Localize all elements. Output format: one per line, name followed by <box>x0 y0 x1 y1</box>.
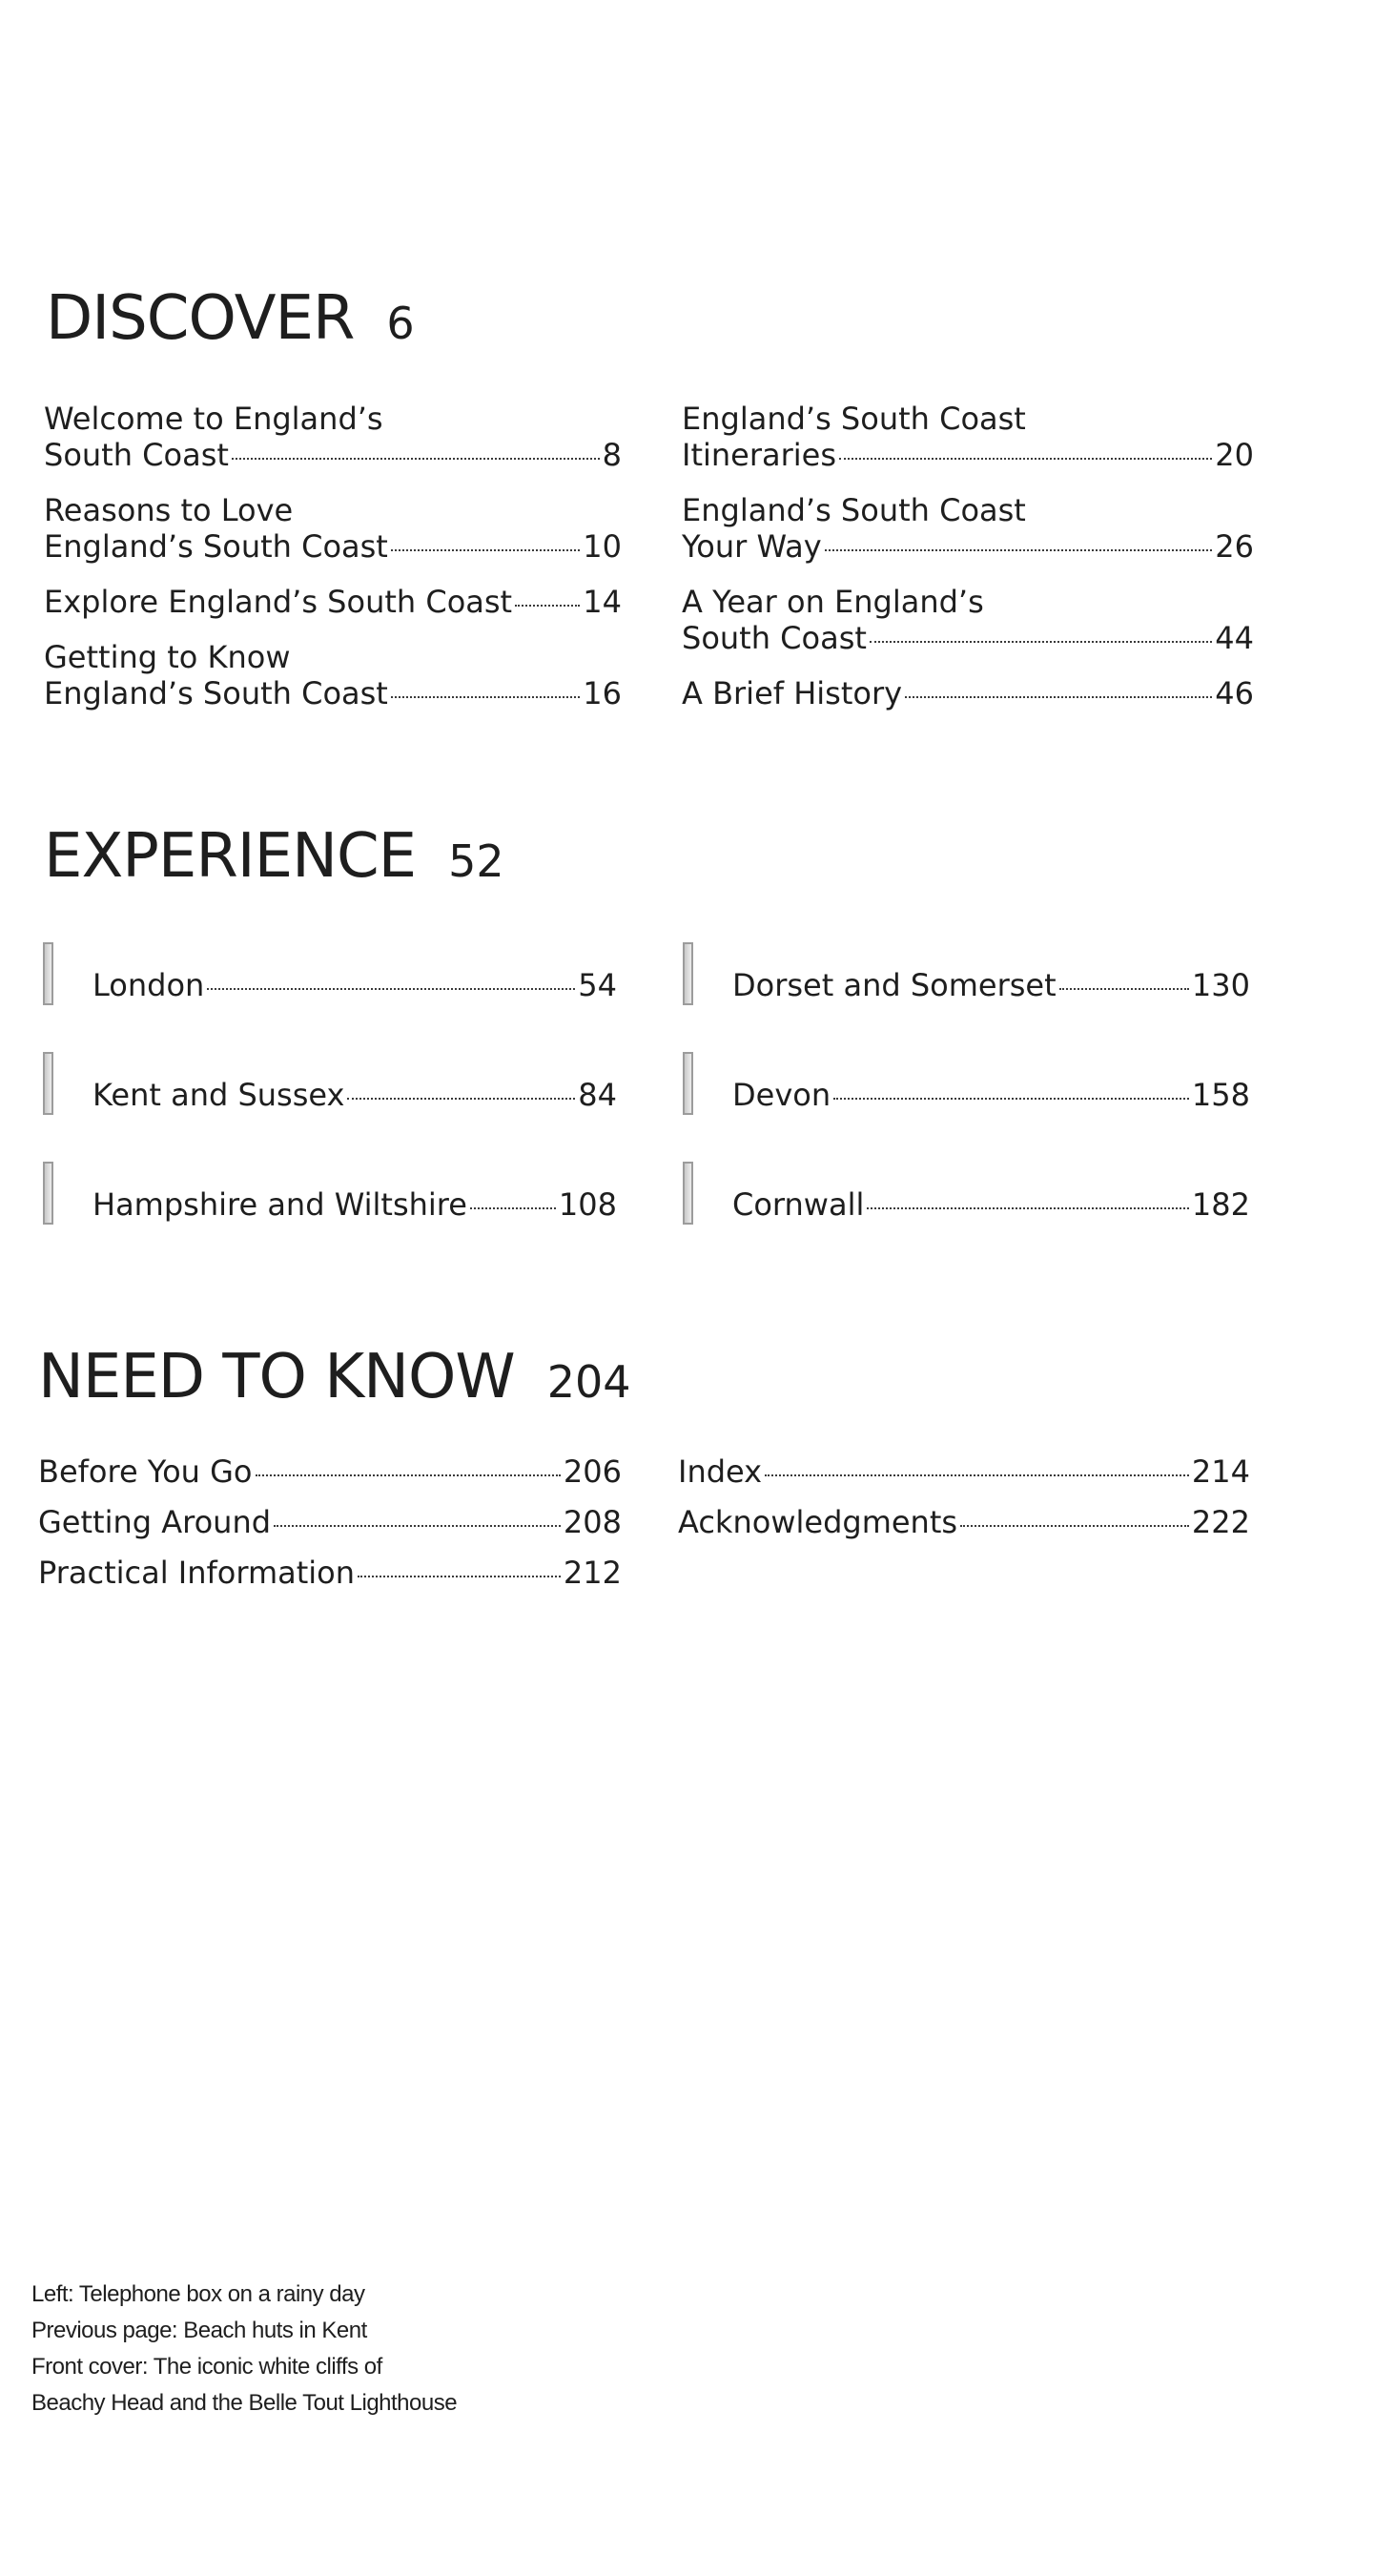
need-to-know-title: NEED TO KNOW <box>38 1342 515 1412</box>
experience-page-number: 52 <box>448 835 504 887</box>
experience-title: EXPERIENCE <box>44 821 417 892</box>
page-number: 130 <box>1191 967 1250 1003</box>
dot-leader <box>207 988 575 990</box>
experience-heading <box>44 821 504 892</box>
page-number: 214 <box>1191 1453 1250 1490</box>
chapter-color-bar <box>683 1162 693 1225</box>
chapter-color-bar <box>43 1052 53 1115</box>
page-number: 16 <box>583 675 622 711</box>
page-number: 206 <box>563 1453 622 1490</box>
dot-leader <box>232 458 600 460</box>
toc-entry-acknowledgments[interactable]: Acknowledgments 222 <box>678 1504 1250 1540</box>
dot-leader <box>391 549 580 551</box>
toc-entry-reasons-to-love[interactable]: Reasons to Love England’s South Coast 10 <box>44 492 622 565</box>
dot-leader <box>867 1207 1189 1209</box>
toc-entry-cornwall[interactable]: Cornwall 182 <box>683 1160 1250 1226</box>
dot-leader <box>1059 988 1189 990</box>
toc-entry-itineraries[interactable]: England’s South Coast Itineraries 20 <box>682 401 1254 473</box>
toc-entry-getting-to-know[interactable]: Getting to Know England’s South Coast 16 <box>44 639 622 711</box>
chapter-color-bar <box>43 1162 53 1225</box>
discover-heading <box>46 283 415 354</box>
page-number: 26 <box>1215 528 1254 565</box>
toc-entry-hampshire-and-wiltshire[interactable]: Hampshire and Wiltshire 108 <box>43 1160 617 1226</box>
dot-leader <box>515 605 580 607</box>
dot-leader <box>833 1098 1189 1100</box>
dot-leader <box>347 1098 575 1100</box>
toc-entry-kent-and-sussex[interactable]: Kent and Sussex 84 <box>43 1050 617 1117</box>
page-number: 44 <box>1215 620 1254 656</box>
dot-leader <box>274 1525 561 1527</box>
dot-leader <box>256 1474 561 1476</box>
dot-leader <box>470 1207 556 1209</box>
toc-entry-devon[interactable]: Devon 158 <box>683 1050 1250 1117</box>
chapter-color-bar <box>43 942 53 1005</box>
toc-entry-your-way[interactable]: England’s South Coast Your Way 26 <box>682 492 1254 565</box>
chapter-color-bar <box>683 1052 693 1115</box>
toc-entry-year-on[interactable]: A Year on England’s South Coast 44 <box>682 584 1254 656</box>
need-to-know-heading <box>38 1342 631 1412</box>
toc-entry-before-you-go[interactable]: Before You Go 206 <box>38 1453 622 1490</box>
dot-leader <box>870 641 1212 643</box>
caption-line: Beachy Head and the Belle Tout Lighthouse <box>31 2390 458 2416</box>
toc-entry-welcome[interactable]: Welcome to England’s South Coast 8 <box>44 401 622 473</box>
page-number: 158 <box>1191 1077 1250 1113</box>
page-number: 8 <box>602 437 622 473</box>
toc-entry-getting-around[interactable]: Getting Around 208 <box>38 1504 622 1540</box>
discover-title: DISCOVER <box>46 283 355 354</box>
toc-entry-index[interactable]: Index 214 <box>678 1453 1250 1490</box>
caption-line: Front cover: The iconic white cliffs of <box>31 2354 382 2380</box>
page-number: 46 <box>1215 675 1254 711</box>
page-number: 182 <box>1191 1186 1250 1223</box>
toc-entry-practical-information[interactable]: Practical Information 212 <box>38 1555 622 1591</box>
page-number: 10 <box>583 528 622 565</box>
dot-leader <box>765 1474 1189 1476</box>
picture-caption <box>31 2277 457 2421</box>
dot-leader <box>825 549 1213 551</box>
toc-entry-explore[interactable]: Explore England’s South Coast 14 <box>44 584 622 620</box>
discover-page-number: 6 <box>386 298 415 349</box>
page-number: 108 <box>558 1186 617 1223</box>
caption-line: Previous page: Beach huts in Kent <box>31 2318 367 2343</box>
page-number: 212 <box>563 1555 622 1591</box>
chapter-color-bar <box>683 942 693 1005</box>
need-to-know-page-number: 204 <box>546 1356 631 1408</box>
dot-leader <box>391 696 580 698</box>
dot-leader <box>960 1525 1189 1527</box>
page-number: 222 <box>1191 1504 1250 1540</box>
toc-entry-dorset-and-somerset[interactable]: Dorset and Somerset 130 <box>683 940 1250 1007</box>
dot-leader <box>358 1576 561 1577</box>
caption-line: Left: Telephone box on a rainy day <box>31 2281 365 2307</box>
page-number: 208 <box>563 1504 622 1540</box>
page-number: 14 <box>583 584 622 620</box>
page-number: 54 <box>578 967 617 1003</box>
toc-entry-brief-history[interactable]: A Brief History 46 <box>682 675 1254 711</box>
dot-leader <box>905 696 1212 698</box>
page-number: 84 <box>578 1077 617 1113</box>
page-number: 20 <box>1215 437 1254 473</box>
dot-leader <box>839 458 1212 460</box>
toc-entry-london[interactable]: London 54 <box>43 940 617 1007</box>
